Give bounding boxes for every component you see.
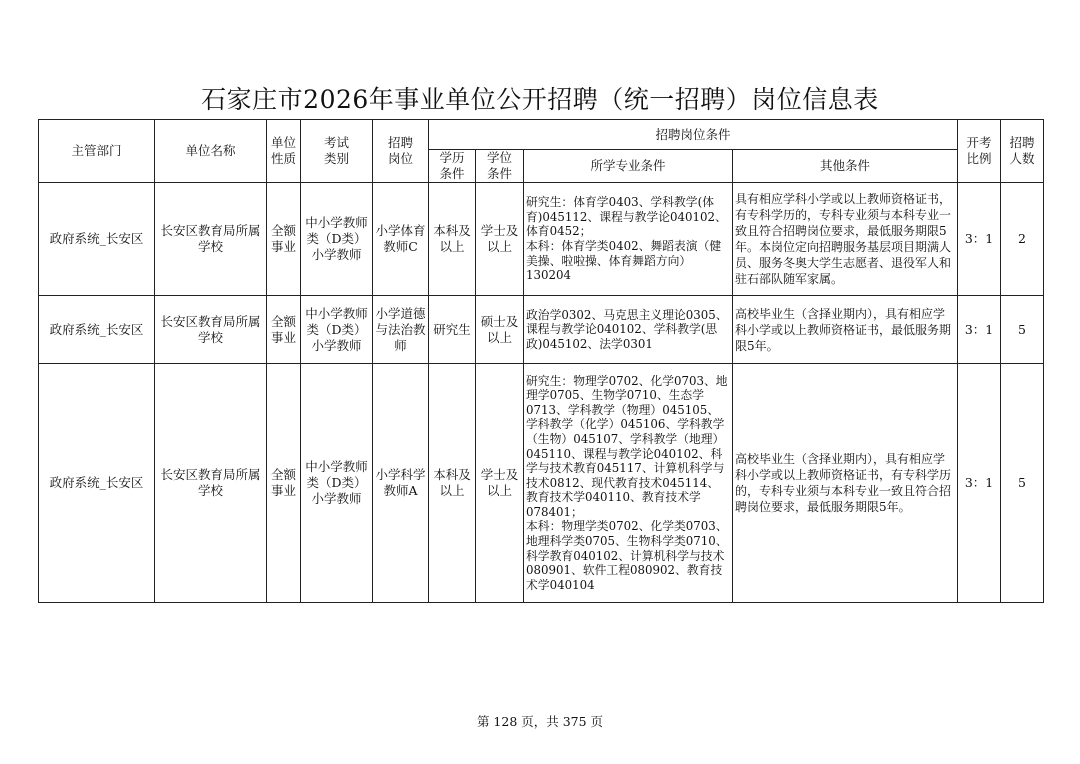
cell-major: 政治学0302、马克思主义理论0305、课程与教学论040102、学科教学(思政)045102、法学0301 [524,296,733,364]
cell-post: 小学道德与法治教师 [373,296,429,364]
header-ratio: 开考 比例 [958,120,1001,183]
table-row [39,183,1044,296]
job-table [38,119,1044,603]
header-dept: 主管部门 [39,120,155,183]
table-row [39,364,1044,603]
cell-other: 高校毕业生（含择业期内），具有相应学科小学或以上教师资格证书，最低服务期限5年。 [733,296,958,364]
page-title: 石家庄市2026年事业单位公开招聘（统一招聘）岗位信息表 [201,85,879,114]
cell-ratio: 3：1 [958,364,1001,603]
cell-exam: 中小学教师类（D类）小学教师 [301,364,373,603]
header-unit: 单位名称 [155,120,267,183]
cell-nature: 全额事业 [267,296,301,364]
cell-dept: 政府系统_长安区 [39,183,155,296]
cell-edu: 研究生 [429,296,476,364]
cell-other: 具有相应学科小学或以上教师资格证书，有专科学历的，专科专业须与本科专业一致且符合招聘岗位要求，最低服务期限5年。本岗位定向招聘服务基层项目期满人员、服务冬奥大学生志愿者、退役军人和驻石部队随军家属。 [733,183,958,296]
cell-exam: 中小学教师类（D类）小学教师 [301,296,373,364]
header-edu: 学历 条件 [429,150,476,183]
header-exam: 考试 类别 [301,120,373,183]
cell-dept: 政府系统_长安区 [39,296,155,364]
cell-edu: 本科及以上 [429,364,476,603]
cell-post: 小学体育教师C [373,183,429,296]
cell-nature: 全额事业 [267,364,301,603]
header-major: 所学专业条件 [524,150,733,183]
header-other: 其他条件 [733,150,958,183]
cell-count: 5 [1001,364,1044,603]
cell-degree: 学士及以上 [476,183,524,296]
cell-count: 2 [1001,183,1044,296]
cell-degree: 学士及以上 [476,364,524,603]
cell-major: 研究生：体育学0403、学科教学(体育)045112、课程与教学论040102、体育0452； 本科：体育学类0402、舞蹈表演（健美操、啦啦操、体育舞蹈方向）130204 [524,183,733,296]
cell-nature: 全额事业 [267,183,301,296]
cell-unit: 长安区教育局所属学校 [155,183,267,296]
cell-degree: 硕士及以上 [476,296,524,364]
cell-ratio: 3：1 [958,296,1001,364]
cell-post: 小学科学教师A [373,364,429,603]
cell-count: 5 [1001,296,1044,364]
header-conditions: 招聘岗位条件 [429,120,958,150]
header-post: 招聘 岗位 [373,120,429,183]
table-row [39,296,1044,364]
cell-unit: 长安区教育局所属学校 [155,296,267,364]
cell-unit: 长安区教育局所属学校 [155,364,267,603]
header-degree: 学位 条件 [476,150,524,183]
cell-dept: 政府系统_长安区 [39,364,155,603]
header-nature: 单位 性质 [267,120,301,183]
cell-exam: 中小学教师类（D类）小学教师 [301,183,373,296]
page-footer: 第 128 页，共 375 页 [476,714,604,729]
cell-ratio: 3：1 [958,183,1001,296]
cell-major: 研究生：物理学0702、化学0703、地理学0705、生物学0710、生态学0713、学科教学（物理）045105、学科教学（化学）045106、学科教学（生物）045107、学科教学（地理）045110、课程与教学论040102、科学与技术教育045117、计算机科学与技术0812、现代教育技术045114、教育技术学040110、教育技术学078401； 本科：物理学类0702、化学类0703、地理科学类0705、生物科学类0710、科学教育040102、计算机科学与技术080901、软件工程080902、教育技术学040104 [524,364,733,603]
cell-edu: 本科及以上 [429,183,476,296]
cell-other: 高校毕业生（含择业期内），具有相应学科小学或以上教师资格证书，有专科学历的，专科专业须与本科专业一致且符合招聘岗位要求，最低服务期限5年。 [733,364,958,603]
header-count: 招聘 人数 [1001,120,1044,183]
